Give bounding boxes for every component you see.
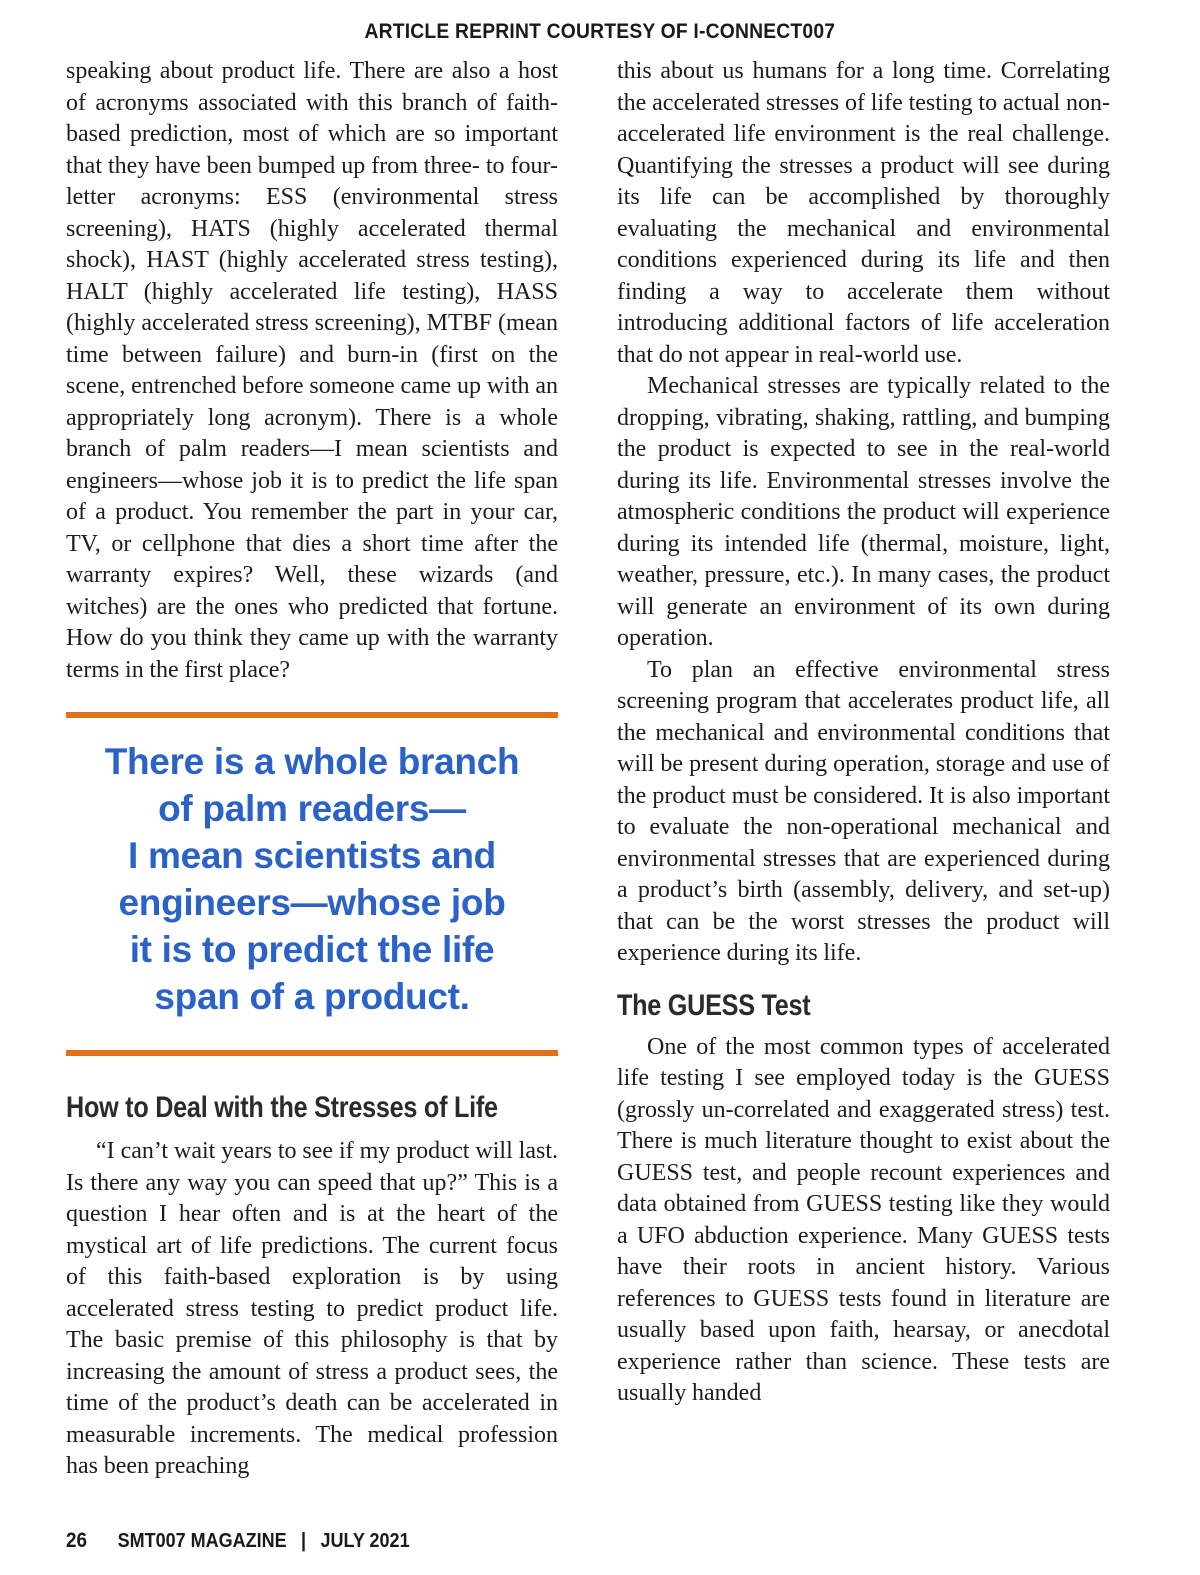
right-paragraph-mechanical-stresses: Mechanical stresses are typically related to the dropping, vibrating, shaking, rattling, and bumping the product is expected to see in the real-world during its life. Environmental stresses involve the atmospheric conditions the product will experience during its intended life (thermal, moisture, light, weather, pressure, etc.). In many cases, the product will generate an environment of its own during operation. xyxy=(617,373,1110,651)
section-heading-guess-test xyxy=(617,988,1110,1024)
section-heading-stresses-of-life xyxy=(66,1090,558,1126)
pull-quote-line: it is to predict the life xyxy=(129,929,495,970)
footer-page-number: 26 xyxy=(66,1529,88,1552)
right-column xyxy=(617,56,1110,1520)
page-footer xyxy=(66,1529,410,1553)
right-paragraph-guess: One of the most common types of accelerated life testing I see employed today is the GUESS (grossly un-correlated and exaggerated stress) test. There is much literature thought to exist about the GUESS test, and people recount experiences and data obtained from GUESS testing like they would a UFO abduction experience. Many GUESS tests have their roots in ancient history. Various references to GUESS tests found in literature are usually based upon faith, hearsay, or anecdotal experience rather than science. These tests are usually handed xyxy=(617,1033,1110,1406)
section-heading-guess-test-text: The GUESS Test xyxy=(617,988,811,1022)
footer-issue-date: JULY 2021 xyxy=(320,1530,410,1552)
footer-magazine-name: SMT007 MAGAZINE xyxy=(117,1530,287,1552)
section-heading-stresses-of-life-text: How to Deal with the Stresses of Life xyxy=(66,1091,498,1124)
pull-quote-line: There is a whole branch xyxy=(104,741,520,782)
pull-quote xyxy=(66,712,558,1056)
reprint-header-text: ARTICLE REPRINT COURTESY OF I-CONNECT007 xyxy=(364,20,836,43)
pull-quote-line: of palm readers— xyxy=(158,788,466,829)
left-paragraph-speed-that-up: “I can’t wait years to see if my product will last. Is there any way you can speed that up?” This is a question I hear often and is at the heart of the mystical art of life predictions. The current focus of this faith-based exploration is by using accelerated stress testing to predict product life. The basic premise of this philosophy is that by increasing the amount of stress a product sees, the time of the product’s death can be accelerated in measurable increments. The medical profession has been preaching xyxy=(66,1138,558,1479)
pull-quote-line: engineers—whose job xyxy=(118,882,506,923)
right-paragraph-to-plan: To plan an effective environmental stress screening program that accelerates product life, all the mechanical and environmental conditions that will be present during operation, storage and use of the product must be considered. It is also important to evaluate the non-operational mechanical and environmental stresses that are experienced during a product’s birth (assembly, delivery, and set-up) that can be the worst stresses the product will experience during its life. xyxy=(617,656,1110,966)
article-columns xyxy=(66,56,1111,1520)
pull-quote-line: span of a product. xyxy=(154,976,470,1017)
right-paragraph-correlating: this about us humans for a long time. Correlating the accelerated stresses of life testing to actual non-accelerated life environment is the real challenge. Quantifying the stresses a product will see during its life can be accomplished by thoroughly evaluating the mechanical and environmental conditions experienced during its life and then finding a way to accelerate them without introducing additional factors of life acceleration that do not appear in real-world use. xyxy=(617,58,1110,368)
left-column xyxy=(66,56,558,1520)
pull-quote-line: I mean scientists and xyxy=(128,835,496,876)
footer-separator: | xyxy=(301,1530,307,1552)
left-paragraph-acronyms: speaking about product life. There are also a host of acronyms associated with this branch of faith-based prediction, most of which are so important that they have been bumped up from three- to four-letter acronyms: ESS (environmental stress screening), HATS (highly accelerated thermal shock), HAST (highly accelerated stress testing), HALT (highly accelerated life testing), HASS (highly accelerated stress screening), MTBF (mean time between failure) and burn-in (first on the scene, entrenched before someone came up with an appropriately long acronym). There is a whole branch of palm readers—I mean scientists and engineers—whose job it is to predict the life span of a product. You remember the part in your car, TV, or cellphone that dies a short time after the warranty expires? Well, these wizards (and witches) are the ones who predicted that fortune. How do you think they came up with the warranty terms in the first place? xyxy=(66,58,558,683)
reprint-header xyxy=(0,20,1200,44)
